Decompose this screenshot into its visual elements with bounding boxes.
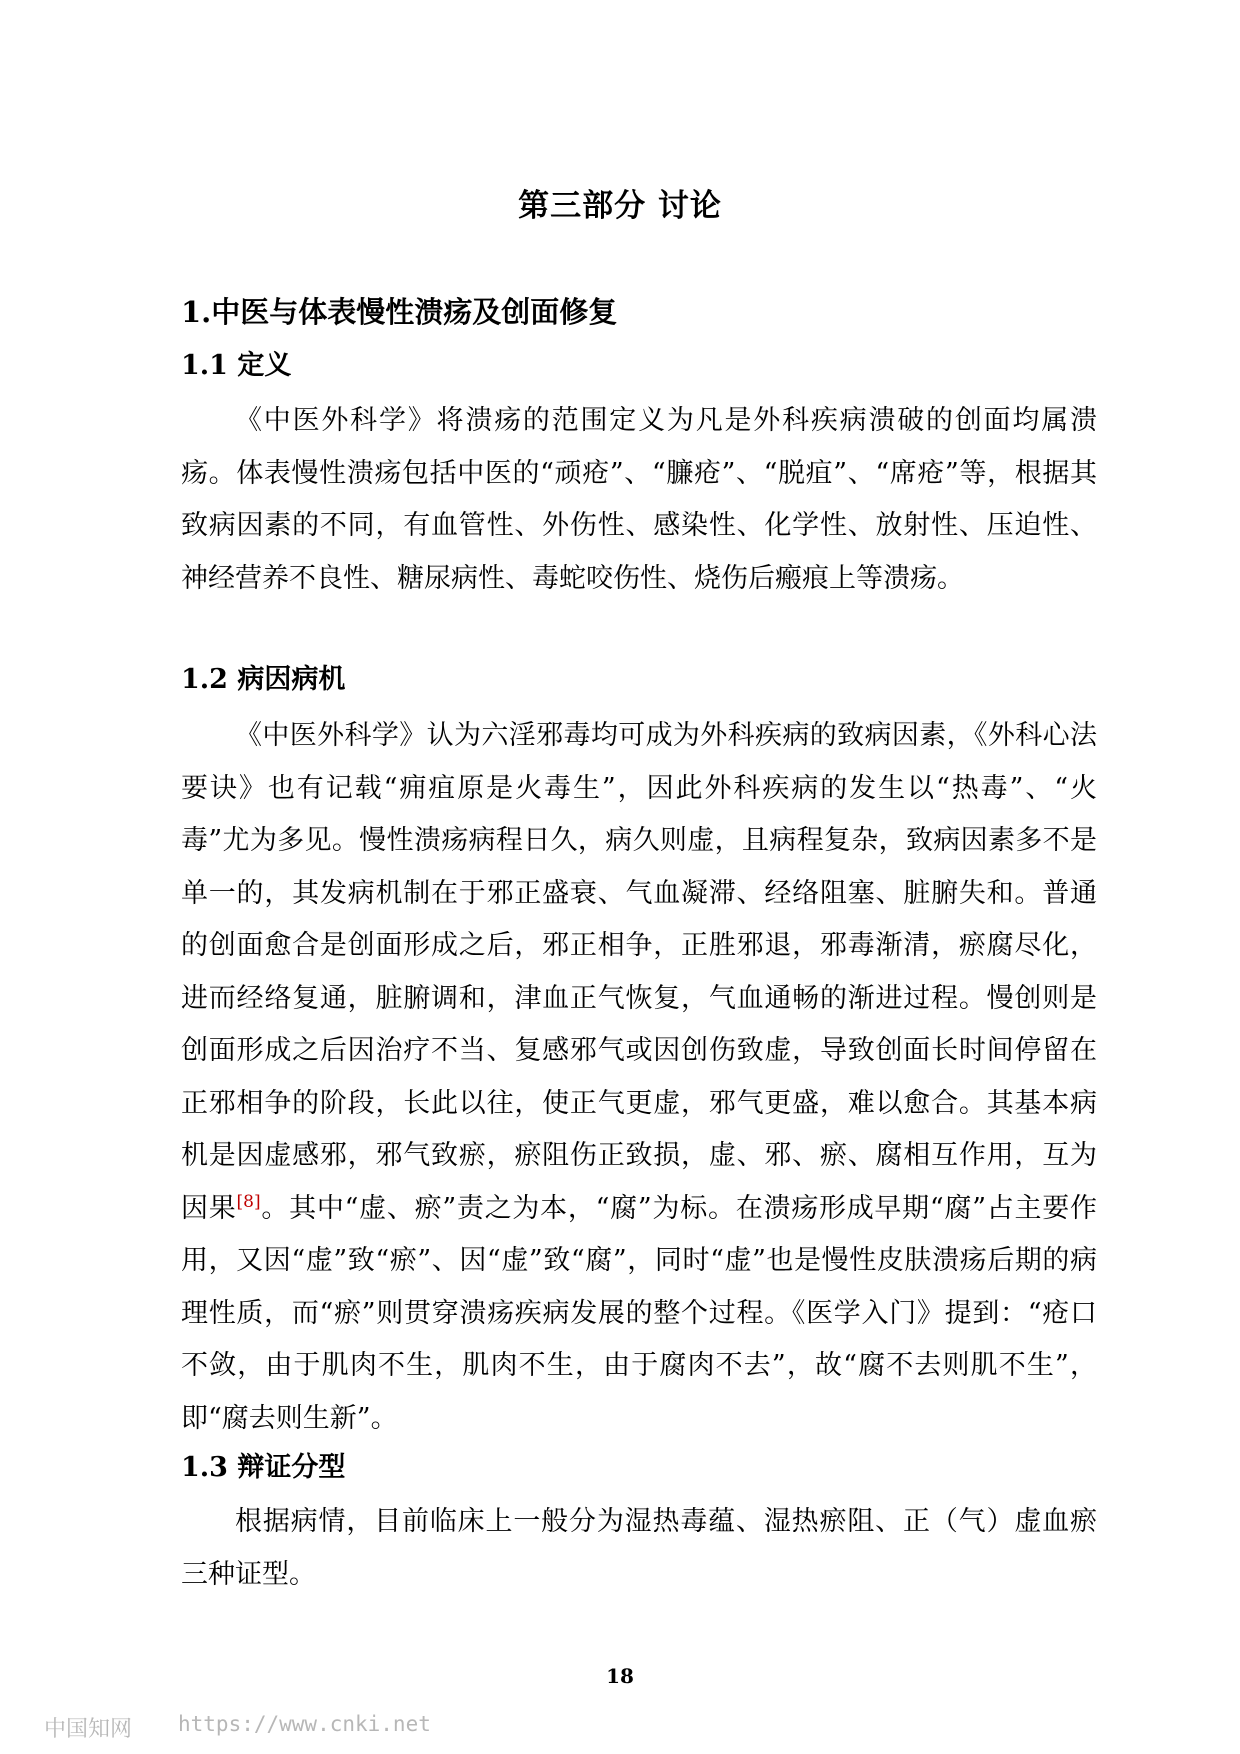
paragraph-etiology-text-b: 。其中“虚、瘀”责之为本，“腐”为标。在溃疡形成早期“腐”占主要作用，又因“虚”致“瘀”、因“虚”致“腐”，同时“虚”也是慢性皮肤溃疡后期的病理性质，而“瘀”则贯穿溃疡疾病发展的整个过程。《医学入门》提到：“疮口不敛，由于肌肉不生，肌肉不生，由于腐肉不去”，故“腐不去则肌不生”，即“腐去则生新”。 xyxy=(181,1192,1097,1434)
paragraph-definition xyxy=(181,395,1097,605)
paragraph-definition-text: 《中医外科学》将溃疡的范围定义为凡是外科疾病溃破的创面均属溃疡。体表慢性溃疡包括中医的“顽疮”、“臁疮”、“脱疽”、“席疮”等，根据其致病因素的不同，有血管性、外伤性、感染性、化学性、放射性、压迫性、神经营养不良性、糖尿病性、毒蛇咬伤性、烧伤后瘢痕上等溃疡。 xyxy=(181,405,1097,594)
paragraph-etiology xyxy=(181,710,1097,1445)
subsection-heading-etiology: 1.2 病因病机 xyxy=(181,664,346,695)
page-number: 18 xyxy=(606,1664,634,1688)
paragraph-syndrome-types-text: 根据病情，目前临床上一般分为湿热毒蕴、湿热瘀阻、正（气）虚血瘀三种证型。 xyxy=(181,1506,1097,1590)
subsection-heading-definition: 1.1 定义 xyxy=(181,350,292,381)
watermark-url: https://www.cnki.net xyxy=(178,1712,431,1736)
section-heading-1: 1.中医与体表慢性溃疡及创面修复 xyxy=(181,295,618,329)
paragraph-syndrome-types xyxy=(181,1496,1097,1601)
citation-link[interactable]: [8] xyxy=(236,1191,261,1212)
watermark-site-name: 中国知网 xyxy=(44,1717,133,1742)
subsection-heading-syndrome-types: 1.3 辩证分型 xyxy=(181,1452,346,1483)
paragraph-etiology-text-a: 《中医外科学》认为六淫邪毒均可成为外科疾病的致病因素，《外科心法要诀》也有记载“痈疽原是火毒生”，因此外科疾病的发生以“热毒”、“火毒”尤为多见。慢性溃疡病程日久，病久则虚，且病程复杂，致病因素多不是单一的，其发病机制在于邪正盛衰、气血凝滞、经络阻塞、脏腑失和。普通的创面愈合是创面形成之后，邪正相争，正胜邪退，邪毒渐清，瘀腐尽化，进而经络复通，脏腑调和，津血正气恢复，气血通畅的渐进过程。慢创则是创面形成之后因治疗不当、复感邪气或因创伤致虚，导致创面长时间停留在正邪相争的阶段，长此以往，使正气更虚，邪气更盛，难以愈合。其基本病机是因虚感邪，邪气致瘀，瘀阻伤正致损，虚、邪、瘀、腐相互作用，互为因果 xyxy=(181,720,1097,1224)
part-title: 第三部分 讨论 xyxy=(518,188,722,224)
